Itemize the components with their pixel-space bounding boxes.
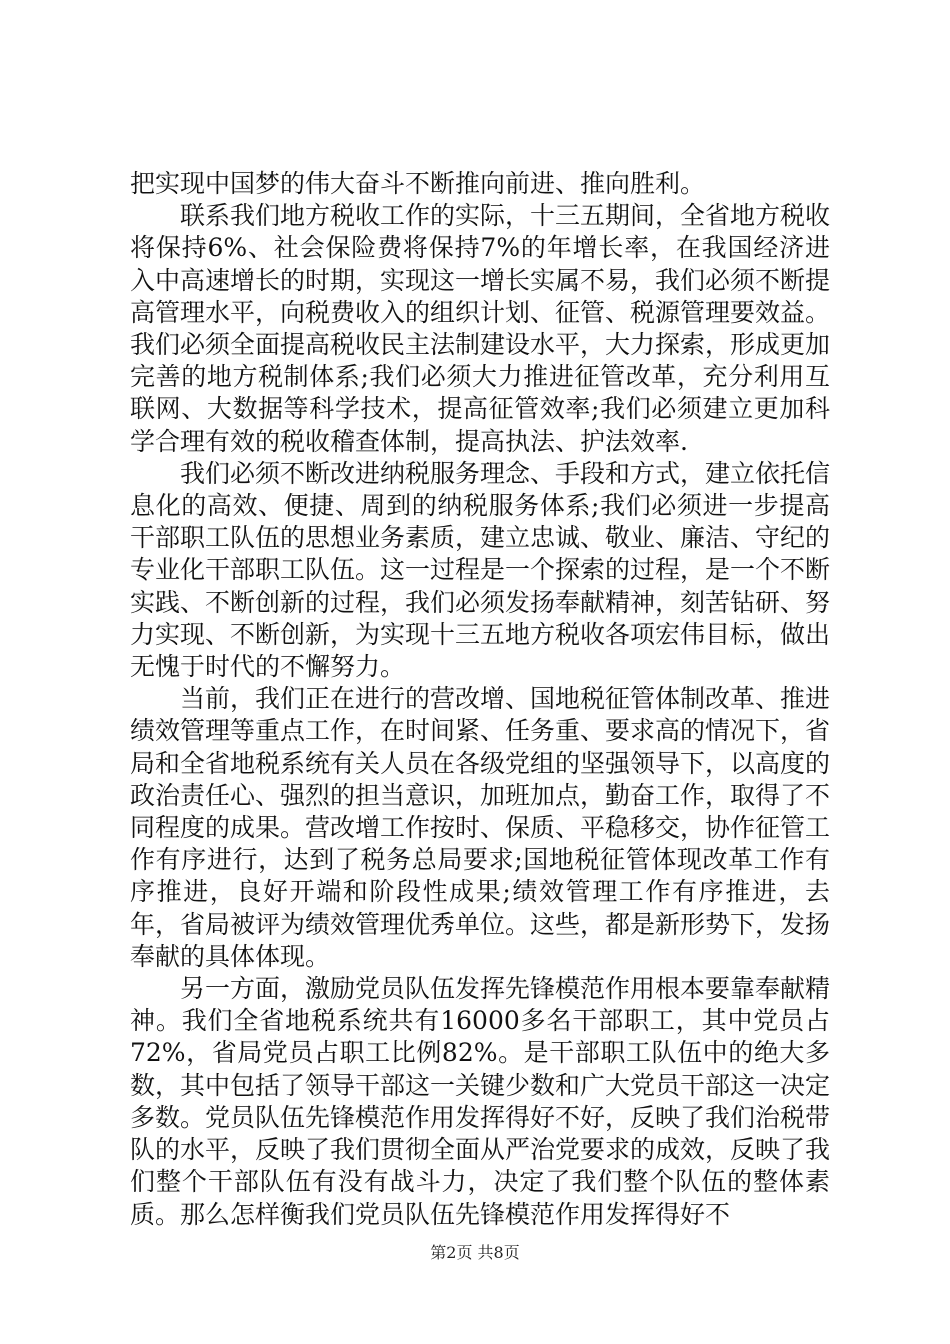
- paragraph-5: 另一方面，激励党员队伍发挥先锋模范作用根本要靠奉献精神。我们全省地税系统共有16000多名干部职工，其中党员占72%，省局党员占职工比例82%。是干部职工队伍中的绝大多数，其中包括了领导干部这一关键少数和广大党员干部这一决定多数。党员队伍先锋模范作用发挥得好不好，反映了我们治税带队的水平，反映了我们贯彻全面从严治党要求的成效，反映了我们整个干部队伍有没有战斗力，决定了我们整个队伍的整体素质。那么怎样衡我们党员队伍先锋模范作用发挥得好不: [130, 974, 831, 1229]
- paragraph-3: 我们必须不断改进纳税服务理念、手段和方式，建立依托信息化的高效、便捷、周到的纳税服务体系;我们必须进一步提高干部职工队伍的思想业务素质，建立忠诚、敬业、廉洁、守纪的专业化干部职工队伍。这一过程是一个探索的过程，是一个不断实践、不断创新的过程，我们必须发扬奉献精神，刻苦钻研、努力实现、不断创新，为实现十三五地方税收各项宏伟目标，做出无愧于时代的不懈努力。: [130, 458, 831, 682]
- paragraph-2: 联系我们地方税收工作的实际，十三五期间，全省地方税收将保持6%、社会保险费将保持7%的年增长率，在我国经济进入中高速增长的时期，实现这一增长实属不易，我们必须不断提高管理水平，向税费收入的组织计划、征管、税源管理要效益。我们必须全面提高税收民主法制建设水平，大力探索，形成更加完善的地方税制体系;我们必须大力推进征管改革，充分利用互联网、大数据等科学技术，提高征管效率;我们必须建立更加科学合理有效的税收稽查体制，提高执法、护法效率.: [130, 201, 831, 456]
- page-number-footer: 第2页 共8页: [430, 1243, 520, 1262]
- paragraph-1: 把实现中国梦的伟大奋斗不断推向前进、推向胜利。: [130, 169, 706, 198]
- paragraph-4: 当前，我们正在进行的营改增、国地税征管体制改革、推进绩效管理等重点工作，在时间紧、任务重、要求高的情况下，省局和全省地税系统有关人员在各级党组的坚强领导下，以高度的政治责任心、强烈的担当意识，加班加点，勤奋工作，取得了不同程度的成果。营改增工作按时、保质、平稳移交，协作征管工作有序进行，达到了税务总局要求;国地税征管体现改革工作有序推进，良好开端和阶段性成果;绩效管理工作有序推进，去年，省局被评为绩效管理优秀单位。这些，都是新形势下，发扬奉献的具体体现。: [130, 684, 831, 971]
- document-body: [130, 168, 830, 1231]
